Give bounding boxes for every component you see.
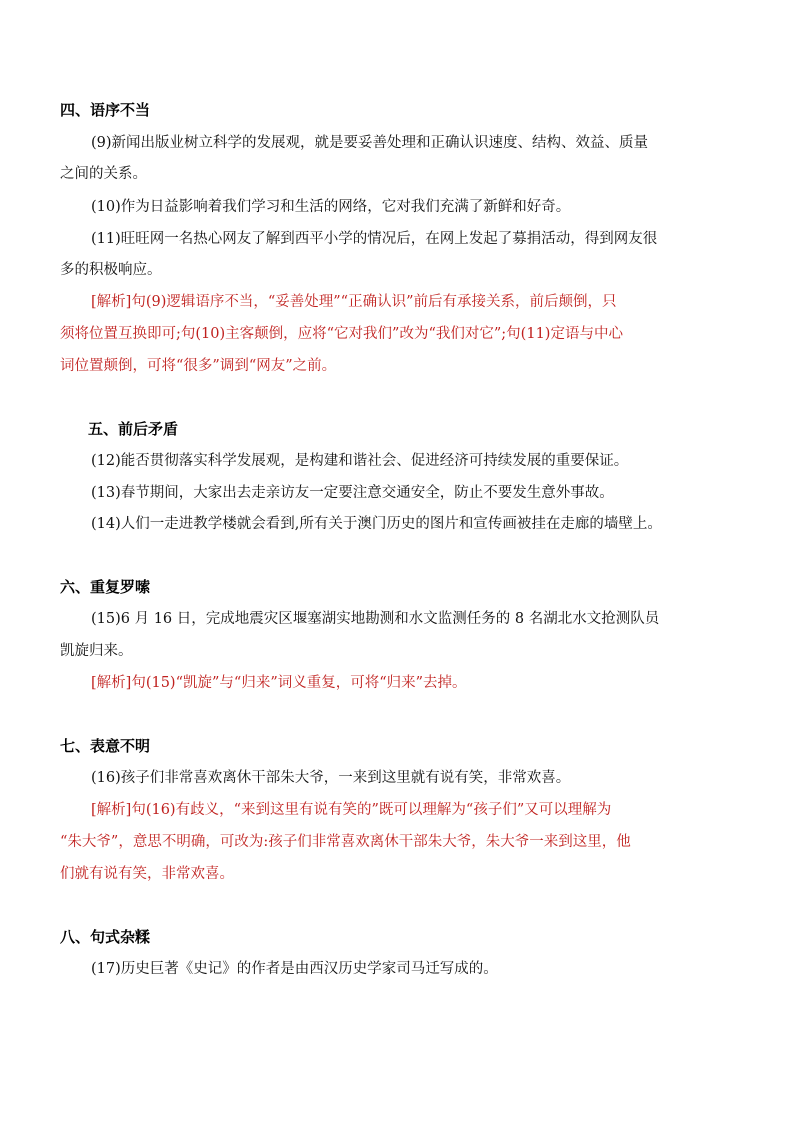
example-line: (13)春节期间，大家出去走亲访友一定要注意交通安全，防止不要发生意外事故。 bbox=[91, 485, 614, 501]
analysis-line: 须将位置互换即可;句(10)主客颠倒，应将“它对我们”改为“我们对它”;句(11)定语与中心 bbox=[60, 326, 623, 342]
analysis-line: 们就有说有笑，非常欢喜。 bbox=[60, 866, 234, 882]
analysis-line: 词位置颠倒，可将“很多”调到“网友”之前。 bbox=[60, 358, 337, 374]
section-heading: 四、语序不当 bbox=[60, 101, 151, 119]
analysis-line: [解析]句(9)逻辑语序不当，“妥善处理”“正确认识”前后有承接关系，前后颠倒，只 bbox=[91, 294, 617, 310]
example-line: (10)作为日益影响着我们学习和生活的网络，它对我们充满了新鲜和好奇。 bbox=[91, 199, 571, 215]
example-line: (9)新闻出版业树立科学的发展观，就是要妥善处理和正确认识速度、结构、效益、质量 bbox=[91, 135, 649, 151]
example-line: (17)历史巨著《史记》的作者是由西汉历史学家司马迁写成的。 bbox=[91, 961, 498, 977]
example-line: 多的积极响应。 bbox=[60, 262, 162, 278]
example-line: (14)人们一走进教学楼就会看到,所有关于澳门历史的图片和宣传画被挂在走廊的墙壁上。 bbox=[91, 516, 662, 532]
example-line: (12)能否贯彻落实科学发展观，是构建和谐社会、促进经济可持续发展的重要保证。 bbox=[91, 453, 629, 469]
example-line: (16)孩子们非常喜欢离休干部朱大爷，一来到这里就有说有笑，非常欢喜。 bbox=[91, 770, 571, 786]
analysis-line: “朱大爷”，意思不明确，可改为:孩子们非常喜欢离休干部朱大爷，朱大爷一来到这里，他 bbox=[60, 834, 631, 850]
example-line: (15)6 月 16 日，完成地震灾区堰塞湖实地勘测和水文监测任务的 8 名湖北水文抢测队员 bbox=[91, 611, 660, 627]
section-heading: 八、句式杂糅 bbox=[60, 928, 151, 946]
example-line: 凯旋归来。 bbox=[60, 643, 133, 659]
section-heading: 六、重复罗嗦 bbox=[60, 578, 151, 596]
example-line: (11)旺旺网一名热心网友了解到西平小学的情况后，在网上发起了募捐活动，得到网友很 bbox=[91, 231, 658, 247]
example-line: 之间的关系。 bbox=[60, 166, 147, 182]
analysis-line: [解析]句(15)“凯旋”与“归来”词义重复，可将“归来”去掉。 bbox=[91, 675, 467, 691]
analysis-line: [解析]句(16)有歧义，“来到这里有说有笑的”既可以理解为“孩子们”又可以理解为 bbox=[91, 802, 612, 818]
section-heading: 七、表意不明 bbox=[60, 737, 151, 755]
section-heading: 五、前后矛盾 bbox=[88, 420, 179, 438]
